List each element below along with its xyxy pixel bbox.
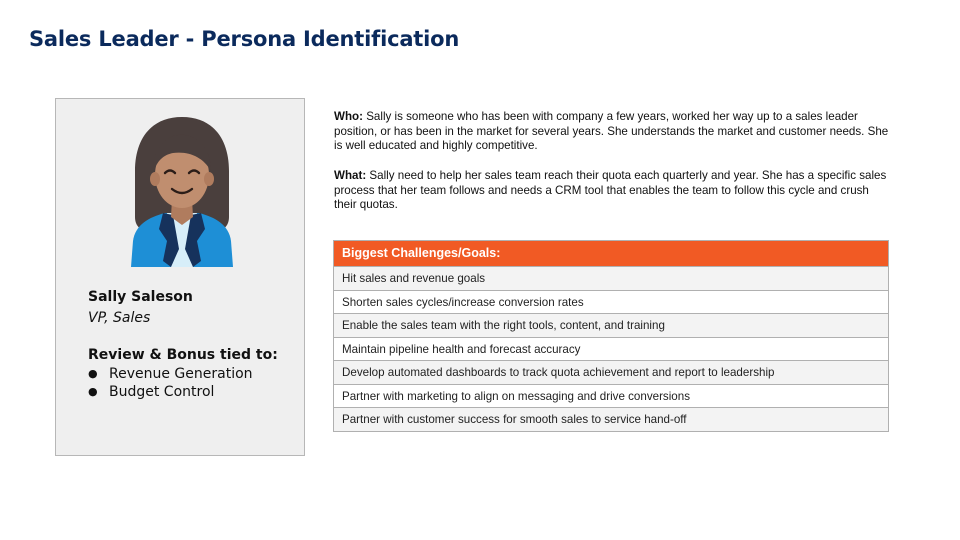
slide-title: Sales Leader - Persona Identification — [29, 27, 460, 51]
what-text: Sally need to help her sales team reach their quota each quarterly and year. She has a specific sales process that her team follows and needs a CRM tool that enables the team to follow this cycle and crush their quotas. — [334, 169, 887, 212]
table-row: Hit sales and revenue goals — [334, 266, 888, 290]
review-item — [88, 365, 253, 383]
challenges-header: Biggest Challenges/Goals: — [334, 241, 888, 266]
persona-role: VP, Sales — [88, 310, 151, 326]
table-row: Partner with customer success for smooth sales to service hand-off — [334, 407, 888, 431]
what-paragraph — [334, 169, 894, 213]
persona-card — [55, 98, 305, 456]
bullet-icon: ● — [88, 385, 98, 398]
what-label: What: — [334, 169, 367, 182]
review-heading: Review & Bonus tied to: — [88, 347, 278, 363]
review-item-label: Revenue Generation — [109, 366, 253, 382]
challenges-table — [333, 240, 889, 432]
table-row: Enable the sales team with the right tools, content, and training — [334, 313, 888, 337]
review-item — [88, 383, 253, 401]
businesswoman-avatar-icon — [123, 113, 241, 267]
who-paragraph — [334, 110, 894, 154]
bullet-icon: ● — [88, 367, 98, 380]
table-row: Shorten sales cycles/increase conversion rates — [334, 290, 888, 314]
review-item-label: Budget Control — [109, 384, 215, 400]
persona-name: Sally Saleson — [88, 289, 193, 305]
table-row: Maintain pipeline health and forecast accuracy — [334, 337, 888, 361]
review-list — [88, 365, 253, 401]
table-row: Develop automated dashboards to track quota achievement and report to leadership — [334, 360, 888, 384]
who-text: Sally is someone who has been with company a few years, worked her way up to a sales leader position, or has been in the market for several years. She understands the market and customer needs. She is well educated and highly competitive. — [334, 110, 889, 153]
who-label: Who: — [334, 110, 363, 123]
table-row: Partner with marketing to align on messaging and drive conversions — [334, 384, 888, 408]
